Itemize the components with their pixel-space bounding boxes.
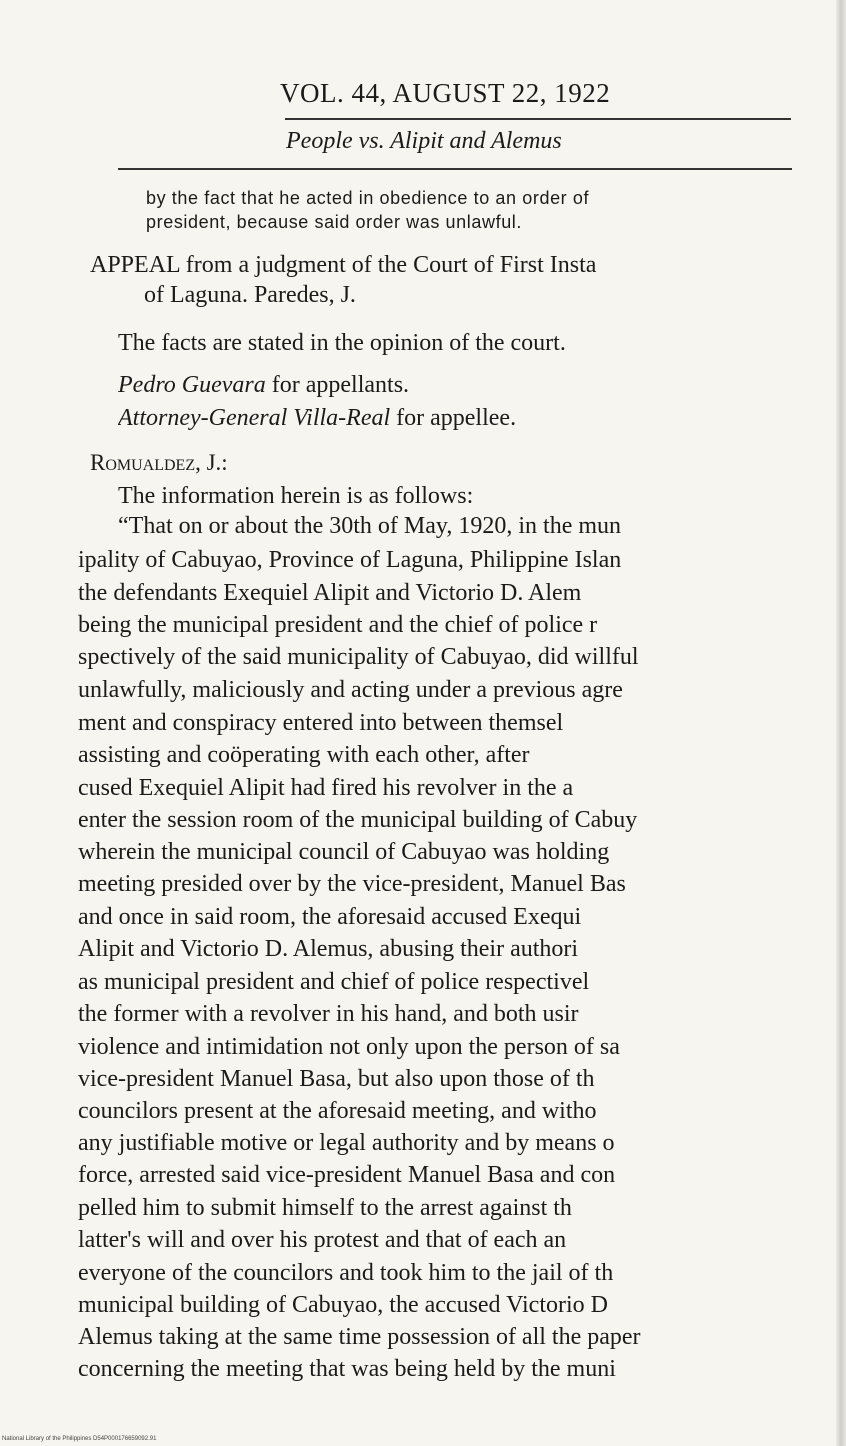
header-rule-top	[285, 118, 791, 120]
appellee-role: for appellee.	[390, 405, 517, 431]
opinion-line: assisting and coöperating with each other, after	[78, 742, 530, 768]
syllabus-block	[146, 186, 796, 234]
appellants-counsel-name: Pedro Guevara	[118, 372, 266, 398]
opinion-line: violence and intimidation not only upon the person of sa	[78, 1034, 620, 1060]
opinion-line: the defendants Exequiel Alipit and Victorio D. Alem	[78, 580, 582, 606]
opinion-line: Alipit and Victorio D. Alemus, abusing their authori	[78, 936, 579, 962]
opinion-line: enter the session room of the municipal building of Cabuy	[78, 807, 638, 833]
opinion-line: spectively of the said municipality of Cabuyao, did willful	[78, 644, 639, 670]
appellee-counsel-name: Attorney-General Villa-Real	[118, 405, 391, 431]
facts-statement: The facts are stated in the opinion of the court.	[118, 330, 566, 356]
syllabus-line: by the fact that he acted in obedience to an order of	[146, 188, 590, 208]
opinion-line: wherein the municipal council of Cabuyao was holding	[78, 839, 610, 865]
opinion-line: vice-president Manuel Basa, but also upon those of th	[78, 1066, 595, 1092]
opinion-line: unlawfully, maliciously and acting under a previous agre	[78, 677, 623, 703]
opinion-line: ment and conspiracy entered into between themsel	[78, 710, 564, 736]
opinion-line: being the municipal president and the chief of police r	[78, 612, 598, 638]
library-footer: National Library of the Philippines D54P000176659092.91	[2, 1436, 157, 1442]
opinion-line: ipality of Cabuyao, Province of Laguna, Philippine Islan	[78, 547, 622, 573]
counsel-appellee	[118, 405, 516, 432]
opinion-intro: The information herein is as follows:	[118, 483, 474, 509]
book-spine-edge	[836, 0, 846, 1446]
justice-name: Romualdez, J.:	[90, 450, 228, 475]
opinion-line: the former with a revolver in his hand, and both usir	[78, 1001, 579, 1027]
opinion-line: councilors present at the aforesaid meeting, and witho	[78, 1098, 597, 1124]
opinion-line: force, arrested said vice-president Manuel Basa and con	[78, 1162, 616, 1188]
opinion-line: as municipal president and chief of police respectivel	[78, 969, 590, 995]
opinion-line: everyone of the councilors and took him to the jail of th	[78, 1260, 614, 1286]
opinion-line: latter's will and over his protest and that of each an	[78, 1227, 567, 1253]
opinion-line: concerning the meeting that was being held by the muni	[78, 1356, 616, 1382]
appeal-line: of Laguna. Paredes, J.	[144, 282, 356, 308]
header-rule-bottom	[118, 168, 792, 170]
volume-header: VOL. 44, AUGUST 22, 1922	[280, 78, 611, 108]
opinion-line: pelled him to submit himself to the arrest against th	[78, 1195, 572, 1221]
counsel-appellants	[118, 372, 409, 399]
appellants-role: for appellants.	[265, 372, 410, 398]
opinion-line: and once in said room, the aforesaid accused Exequi	[78, 904, 582, 930]
opinion-line: any justifiable motive or legal authority and by means o	[78, 1130, 615, 1156]
opinion-line: meeting presided over by the vice-president, Manuel Bas	[78, 871, 626, 897]
case-title: People vs. Alipit and Alemus	[286, 128, 562, 154]
appeal-line: APPEAL from a judgment of the Court of First Insta	[90, 252, 597, 278]
syllabus-line: president, because said order was unlawful.	[146, 212, 522, 232]
opinion-line: Alemus taking at the same time possession of all the paper	[78, 1324, 641, 1350]
opinion-line: cused Exequiel Alipit had fired his revolver in the a	[78, 775, 574, 801]
opinion-line: “That on or about the 30th of May, 1920, in the mun	[118, 513, 622, 539]
opinion-line: municipal building of Cabuyao, the accused Victorio D	[78, 1292, 608, 1318]
